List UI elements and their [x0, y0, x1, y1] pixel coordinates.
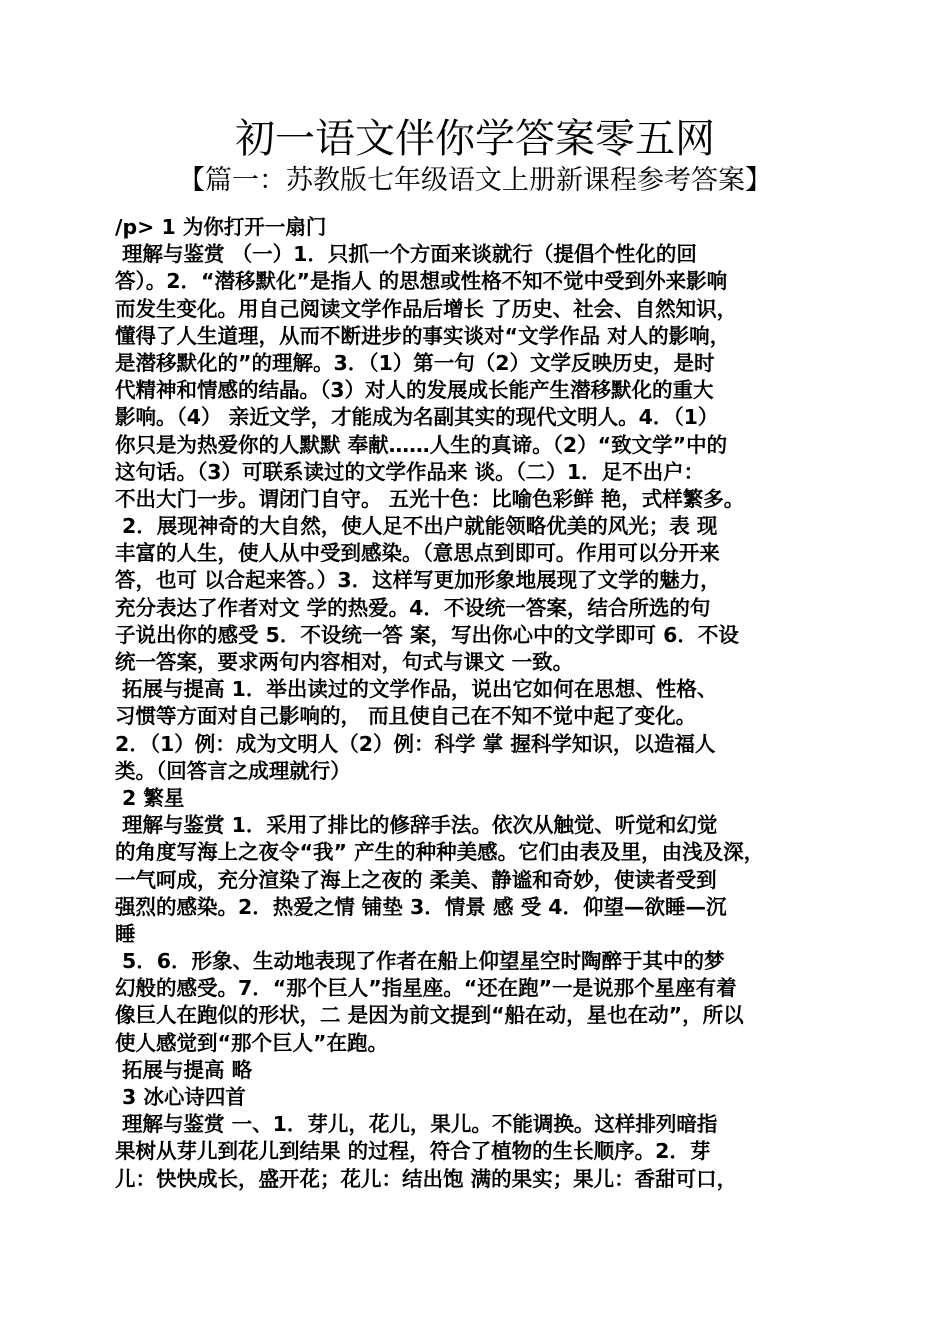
- text-line: 不出大门一步。谓闭门自守。 五光十色：比喻色彩鲜 艳，式样繁多。: [115, 486, 745, 511]
- text-line: 睡: [115, 921, 136, 946]
- text-line: 理解与鉴赏 1．采用了排比的修辞手法。依次从触觉、听觉和幻觉: [122, 813, 718, 838]
- text-line: 2．（1）例：成为文明人（2）例：科学 掌 握科学知识，以造福人: [115, 731, 716, 756]
- text-line: 强烈的感染。2．热爱之情 铺垫 3．情景 感 受 4．仰望—欲睡—沉: [115, 894, 727, 919]
- text-line: 丰富的人生，使人从中受到感染。（意思点到即可。作用可以分开来: [115, 541, 720, 566]
- text-line: 懂得了人生道理，从而不断进步的事实谈对“文学作品 对人的影响，: [115, 323, 731, 348]
- text-line: 的角度写海上之夜令“我” 产生的种种美感。它们由表及里，由浅及深，: [115, 840, 765, 865]
- text-line: 理解与鉴赏 一、1．芽儿，花儿，果儿。不能调换。这样排列暗指: [122, 1112, 718, 1137]
- text-line: 这句话。（3）可联系读过的文学作品来 谈。（二）1．足不出户：: [115, 459, 705, 484]
- text-line: 5．6．形象、生动地表现了作者在船上仰望星空时陶醉于其中的梦: [122, 949, 725, 974]
- text-line: 而发生变化。用自己阅读文学作品后增长 了历史、社会、自然知识，: [115, 296, 738, 321]
- text-line: 习惯等方面对自己影响的， 而且使自己在不知不觉中起了变化。: [115, 704, 697, 729]
- text-line: 充分表达了作者对文 学的热爱。4．不设统一答案，结合所选的句: [115, 595, 711, 620]
- text-line: 类。（回答言之成理就行）: [115, 758, 351, 783]
- section-heading: 3 冰心诗四首: [122, 1085, 246, 1109]
- section-heading: 2 繁星: [122, 785, 185, 810]
- document-body: [115, 214, 837, 1193]
- text-line: 拓展与提高 略: [122, 1057, 253, 1082]
- text-line: 使人感觉到“那个巨人”在跑。: [115, 1030, 388, 1055]
- text-line: 幻般的感受。7．“那个巨人”指星座。“还在跑”一是说那个星座有着: [115, 976, 737, 1001]
- document-title: 初一语文伴你学答案零五网: [235, 116, 715, 162]
- text-line: 答，也可 以合起来答。）3．这样写更加形象地展现了文学的魅力，: [115, 568, 721, 593]
- text-line: 统一答案，要求两句内容相对，句式与课文 一致。: [115, 650, 574, 674]
- document-subtitle: 【篇一：苏教版七年级语文上册新课程参考答案】: [178, 165, 772, 196]
- text-line: 2．展现神奇的大自然，使人足不出户就能领略优美的风光；表 现: [122, 514, 718, 539]
- text-line: 果树从芽儿到花儿到结果 的过程，符合了植物的生长顺序。2．芽: [115, 1139, 711, 1164]
- text-line: 理解与鉴赏 （一）1．只抓一个方面来谈就行（提倡个性化的回: [122, 242, 697, 267]
- text-line: 影响。（4） 亲近文学，才能成为名副其实的现代文明人。4．（1）: [115, 405, 719, 430]
- text-line: 是潜移默化的”的理解。3．（1）第一句（2）文学反映历史，是时: [115, 350, 715, 375]
- text-line: 儿：快快成长，盛开花；花儿：结出饱 满的果实；果儿：香甜可口，: [115, 1166, 738, 1191]
- text-line: 拓展与提高 1．举出读过的文学作品，说出它如何在思想、性格、: [122, 677, 718, 702]
- text-line: 答）。2．“潜移默化”是指人 的思想或性格不知不觉中受到外来影响: [115, 269, 728, 294]
- text-line: 像巨人在跑似的形状，二 是因为前文提到“船在动，星也在动”，所以: [115, 1003, 744, 1028]
- text-line: 一气呵成，充分渲染了海上之夜的 柔美、静谧和奇妙，使读者受到: [115, 867, 717, 892]
- text-line: /p> 1 为你打开一扇门: [115, 215, 327, 239]
- text-line: 你只是为热爱你的人默默 奉献……人生的真谛。（2）“致文学”中的: [115, 432, 728, 457]
- text-line: 子说出你的感受 5．不设统一答 案，写出你心中的文学即可 6．不设: [115, 622, 739, 647]
- text-line: 代精神和情感的结晶。（3）对人的发展成长能产生潜移默化的重大: [115, 378, 714, 403]
